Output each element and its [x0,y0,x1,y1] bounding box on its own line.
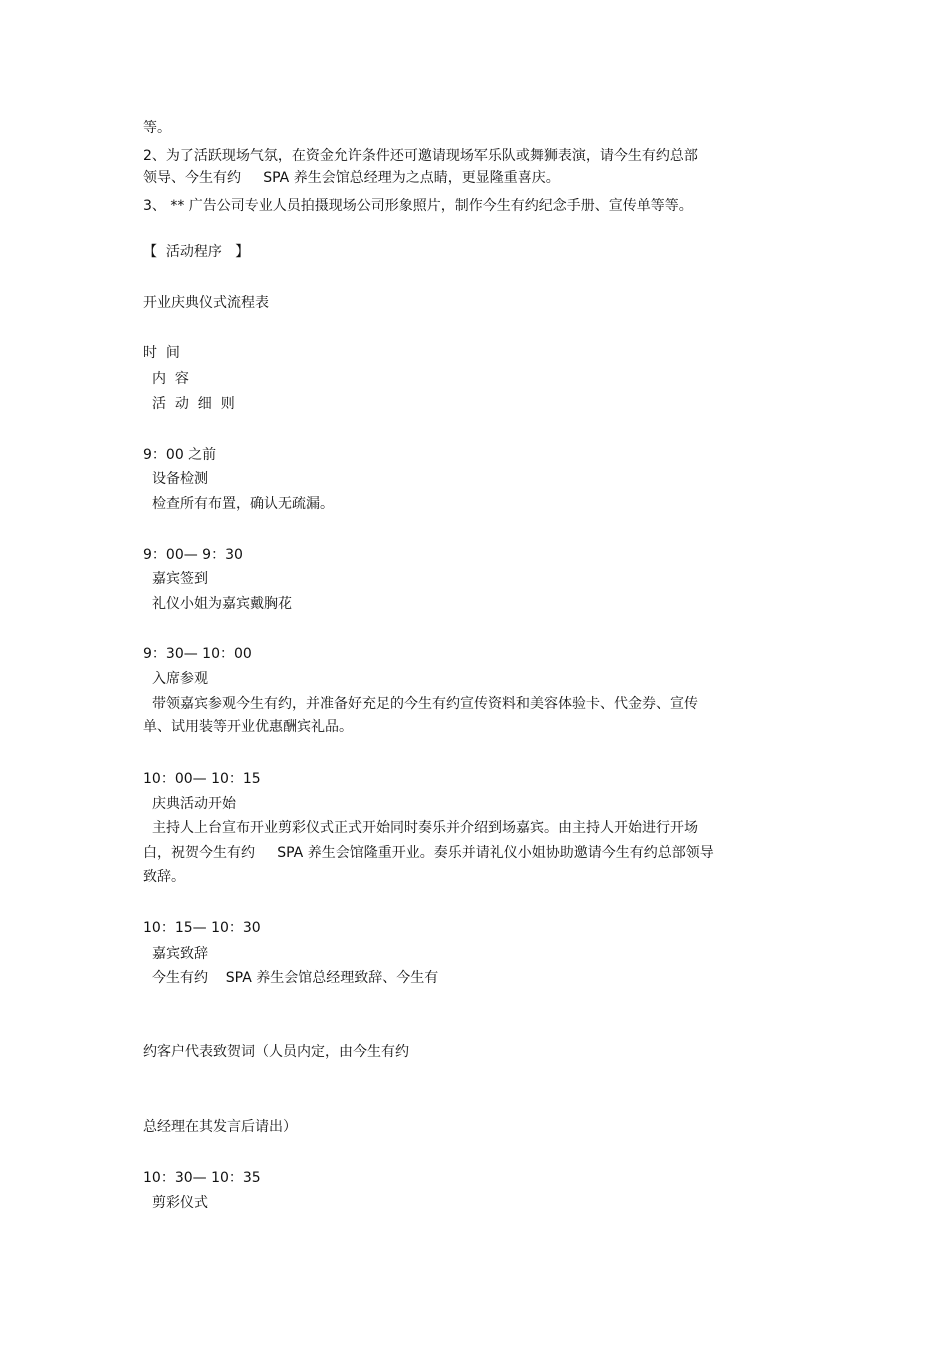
row-content: 入席参观 [152,671,208,687]
row-content: 嘉宾致辞 [152,946,208,962]
row-detail: 礼仪小姐为嘉宾戴胸花 [152,596,292,612]
row-time: 9：30— 10：00 [143,646,252,662]
row-time: 10：00— 10：15 [143,771,261,787]
row-detail: 检查所有布置，确认无疏漏。 [152,496,334,512]
row-detail: 主持人上台宣布开业剪彩仪式正式开始同时奏乐并介绍到场嘉宾。由主持人开始进行开场 [152,820,698,836]
row-detail: 今生有约 SPA 养生会馆总经理致辞、今生有 [152,970,439,986]
table-title: 开业庆典仪式流程表 [143,295,269,311]
row-time: 9：00— 9：30 [143,547,243,563]
list-item-2-line-2: 领导、今生有约 SPA 养生会馆总经理为之点睛，更显隆重喜庆。 [143,170,560,186]
row-content: 嘉宾签到 [152,571,208,587]
header-time: 时 间 [143,345,180,361]
row-content: 设备检测 [152,471,208,487]
section-heading: 【 活动程序 】 [143,244,250,260]
row-detail: 约客户代表致贺词（人员内定，由今生有约 [143,1044,409,1060]
row-content: 庆典活动开始 [152,796,236,812]
paragraph-continuation: 等。 [143,120,171,136]
row-detail: 致辞。 [143,869,185,885]
list-item-2-line-1: 2、为了活跃现场气氛，在资金允许条件还可邀请现场军乐队或舞狮表演，请今生有约总部 [143,148,698,164]
header-content: 内 容 [152,371,189,387]
row-detail: 单、试用装等开业优惠酬宾礼品。 [143,719,353,735]
row-detail: 白，祝贺今生有约 SPA 养生会馆隆重开业。奏乐并请礼仪小姐协助邀请今生有约总部领导 [143,845,714,861]
list-item-3: 3、 ** 广告公司专业人员拍摄现场公司形象照片，制作今生有约纪念手册、宣传单等等。 [143,198,693,214]
row-detail: 带领嘉宾参观今生有约，并准备好充足的今生有约宣传资料和美容体验卡、代金券、宣传 [152,696,698,712]
row-time: 10：15— 10：30 [143,920,261,936]
header-detail: 活 动 细 则 [152,396,235,412]
row-time: 10：30— 10：35 [143,1170,261,1186]
row-time: 9：00 之前 [143,447,217,463]
row-content: 剪彩仪式 [152,1195,208,1211]
row-detail: 总经理在其发言后请出） [143,1119,297,1135]
